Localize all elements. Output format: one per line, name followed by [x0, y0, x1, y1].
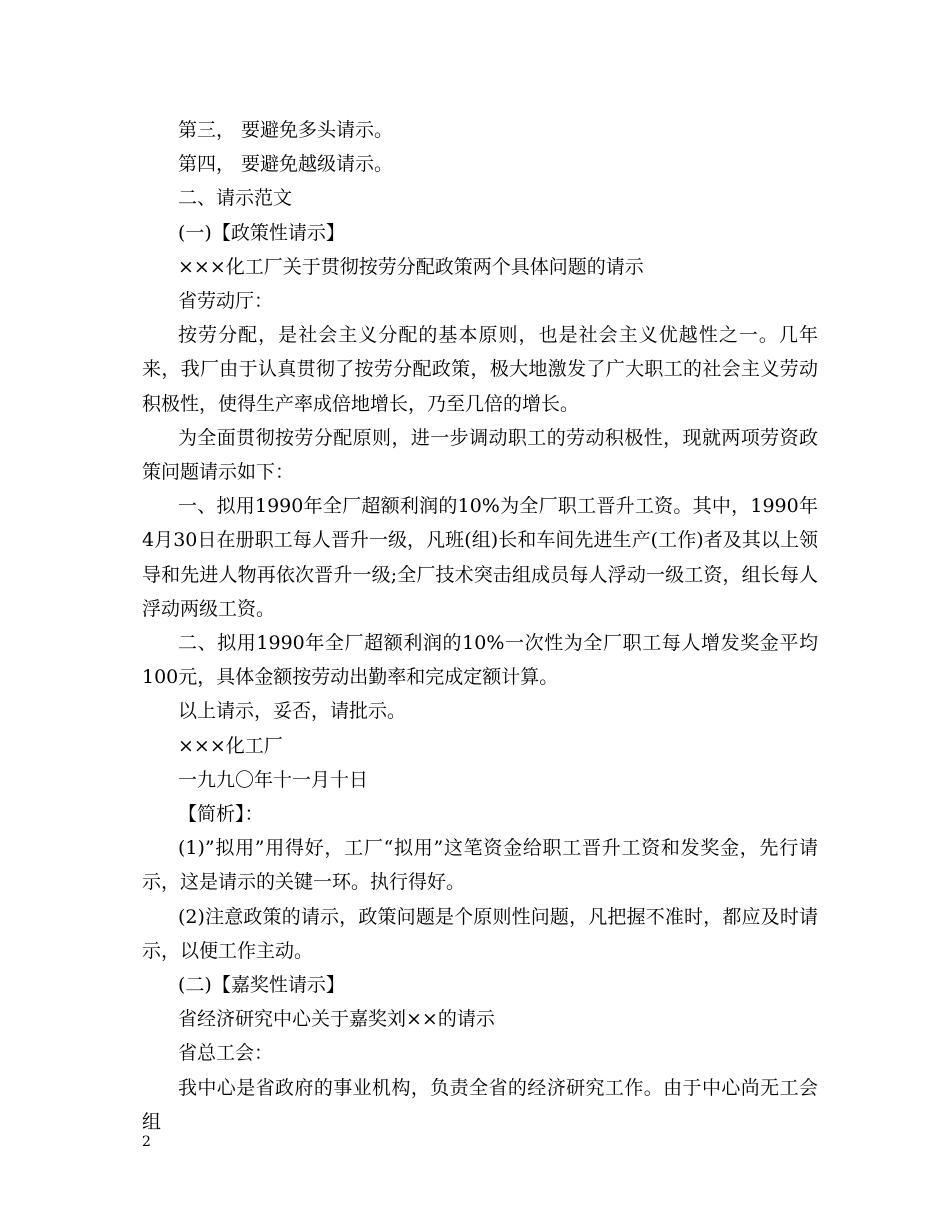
paragraph-point-three: 第三， 要避免多头请示。: [178, 119, 394, 141]
subheading-policy-request: (一)【政策性请示】: [178, 221, 345, 244]
subheading-commendation-request: (二)【嘉奖性请示】: [178, 974, 345, 997]
signature-date: 一九九〇年十一月十日: [178, 768, 369, 791]
paragraph-item-two: 二、拟用1990年全厂超额利润的10%一次性为全厂职工每人增发奖金平均100元，具体金额按劳动出勤率和完成定额计算。: [142, 632, 818, 689]
analysis-point-one: (1)”拟用”用得好，工厂“拟用”这笔资金给职工晋升工资和发奖金，先行请示，这是请示的关键一环。执行得好。: [142, 837, 818, 894]
paragraph-body: 我中心是省政府的事业机构，负责全省的经济研究工作。由于中心尚无工会组: [142, 1076, 818, 1133]
analysis-point-two: (2)注意政策的请示，政策问题是个原则性问题，凡把握不准时，都应及时请示，以便工作主动。: [142, 905, 818, 962]
paragraph-body: 为全面贯彻按劳分配原则，进一步调动职工的劳动积极性，现就两项劳资政策问题请示如下：: [142, 426, 818, 484]
addressee-trade-union: 省总工会：: [178, 1042, 274, 1065]
document-body: [142, 113, 818, 1139]
document-title-chemical-plant: ×××化工厂关于贯彻按劳分配政策两个具体问题的请示: [178, 255, 644, 278]
section-heading-examples: 二、请示范文: [178, 187, 293, 210]
analysis-heading: 【简析】：: [178, 803, 264, 826]
paragraph-point-four: 第四， 要避免越级请示。: [178, 153, 394, 176]
page-number: 2: [142, 1134, 151, 1150]
signature-organization: ×××化工厂: [178, 734, 283, 757]
paragraph-item-one: 一、拟用1990年全厂超额利润的10%为全厂职工晋升工资。其中，1990年4月30日在册职工每人晋升一级，凡班(组)长和车间先进生产(工作)者及其以上领导和先进人物再依次晋升一级;全厂技术突击组成员每人浮动一级工资，组长每人浮动两级工资。: [142, 495, 818, 620]
paragraph-body: 按劳分配，是社会主义分配的基本原则，也是社会主义优越性之一。几年来，我厂由于认真贯彻了按劳分配政策，极大地激发了广大职工的社会主义劳动积极性，使得生产率成倍地增长，乃至几倍的增长。: [142, 324, 818, 415]
closing-request: 以上请示，妥否，请批示。: [178, 700, 407, 723]
document-title-research-center: 省经济研究中心关于嘉奖刘××的请示: [178, 1008, 495, 1031]
addressee-labor-department: 省劳动厅：: [178, 290, 274, 313]
